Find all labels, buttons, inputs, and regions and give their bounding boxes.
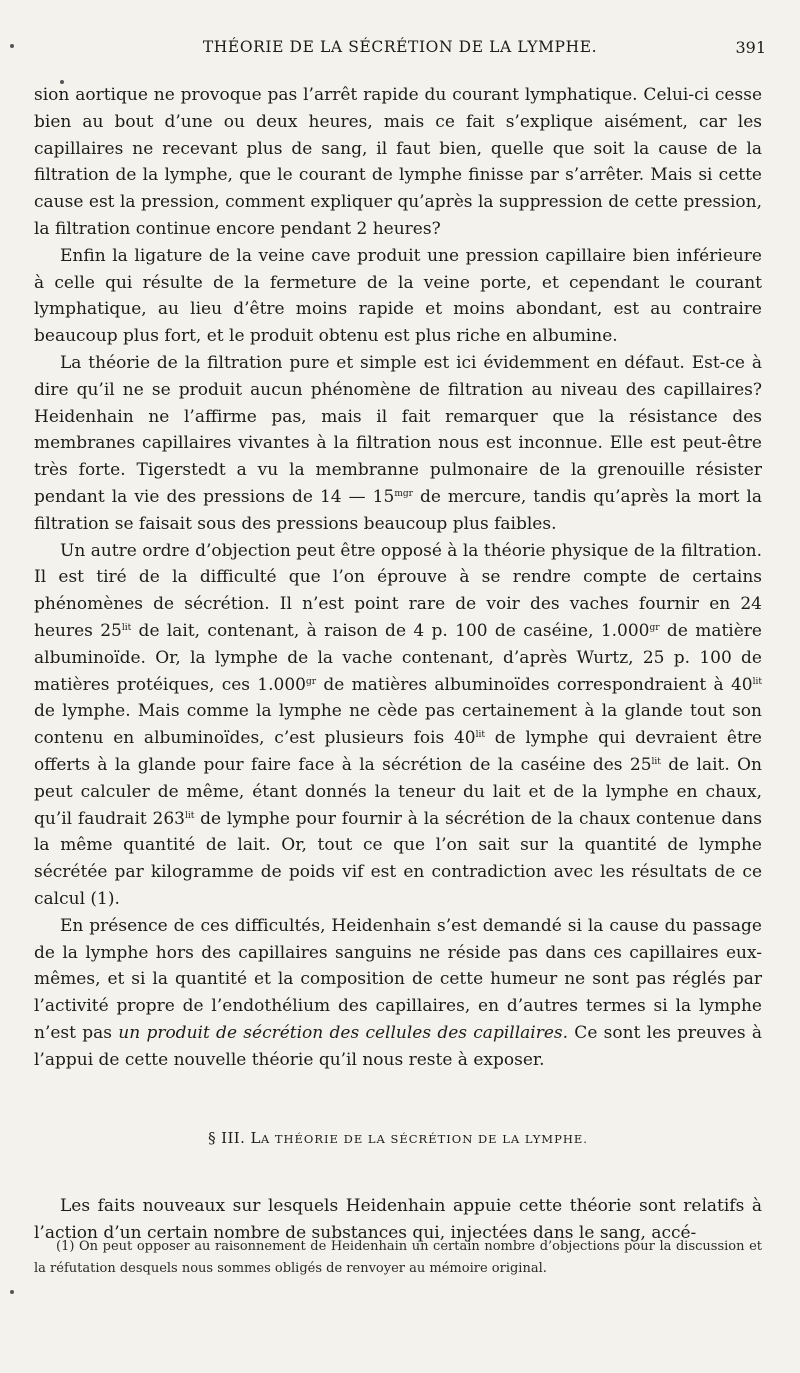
paragraph-5: En présence de ces difficultés, Heidenhain s’est demandé si la cause du passage de la lymphe hors des capillaires sanguins ne réside pas dans ces capillaires eux-mêmes, et si la quantité et la composition de cette humeur ne sont pas réglés par l’activité propre de l’endothélium des capillaires, en d’autres termes si la lymphe n’est pas un produit de sécrétion des cellules des capillaires. Ce sont les preuves à l’appui de cette nouvelle théorie qu’il nous reste à exposer. [34, 915, 762, 1070]
ink-speck [60, 80, 64, 84]
page-number: 391 [735, 38, 766, 57]
section-heading: § III. LA THÉORIE DE LA SÉCRÉTION DE LA LYMPHE. [208, 1129, 588, 1148]
footnote: (1) On peut opposer au raisonnement de Heidenhain un certain nombre d’objections pour la discussion et la réfutation desquels nous sommes obligés de renvoyer au mémoire original. [34, 1239, 762, 1276]
italic-phrase: un produit de sécrétion des cellules des capillaires. [118, 1022, 569, 1043]
running-title: THÉORIE DE LA SÉCRÉTION DE LA LYMPHE. [202, 38, 598, 56]
paragraph-6: Les faits nouveaux sur lesquels Heidenhain appuie cette théorie sont relatifs à l’action d’un certain nombre de substances qui, injectées dans le sang, accé- [34, 1196, 762, 1244]
page-header [0, 38, 800, 62]
ink-speck [10, 1290, 14, 1294]
paragraph-4: Un autre ordre d’objection peut être opposé à la théorie physique de la filtration. Il est tiré de la difficulté que l’on éprouve à se rendre compte de certains phénomènes de sécrétion. Il n’est point rare de voir des vaches fournir en 24 heures $25^{lit}$ de lait, contenant, à raison de 4 p. 100 de caséine, $1.000^{gr}$ de matière albuminoïde. Or, la lymphe de la vache contenant, d’après Wurtz, 25 p. 100 de matières protéiques, ces $1.000^{gr}$ de matières albuminoïdes correspondraient à $40^{lit}$ de lymphe. Mais comme la lymphe ne cède pas certainement à la glande tout son contenu en albuminoïdes, c’est plusieurs fois $40^{lit}$ de lymphe qui devraient être offerts à la glande pour faire face à la sécrétion de la caséine des $25^{lit}$ de lait. On peut calculer de même, étant donnés la teneur du lait et de la lymphe en chaux, qu’il faudrait $263^{lit}$ de lymphe pour fournir à la sécrétion de la chaux contenue dans la même quantité de lait. Or, tout ce que l’on sait sur la quantité de lymphe sécrétée par kilogramme de poids vif est en contradiction avec les résultats de ce calcul (1). [34, 540, 763, 909]
body-text [34, 82, 762, 1247]
unit-superscript: mgr [394, 488, 413, 499]
paragraph-1: sion aortique ne provoque pas l’arrêt rapide du courant lymphatique. Celui-ci cesse bien au bout d’une ou deux heures, mais ce fait s’explique aisément, car les capillaires ne recevant plus de sang, il faut bien, quelle que soit la cause de la filtration de la lymphe, que le courant de lymphe finisse par s’arrêter. Mais si cette cause est la pression, comment expliquer qu’après la suppression de cette pression, la filtration continue encore pendant 2 heures? [34, 85, 762, 239]
ink-speck [10, 44, 14, 48]
paragraph-3: La théorie de la filtration pure et simple est ici évidemment en défaut. Est-ce à dire qu’il ne se produit aucun phénomène de filtration au niveau des capillaires? Heidenhain ne l’affirme pas, mais il fait remarquer que la résistance des membranes capillaires vivantes à la filtration nous est inconnue. Elle est peut-être très forte. Tigerstedt a vu la membranne pulmonaire de la grenouille résister pendant la vie des pressions de 14 — $15^{mgr}$ de mercure, tandis qu’après la mort la filtration se faisait sous des pressions beaucoup plus faibles. [34, 352, 762, 534]
paragraph-2: Enfin la ligature de la veine cave produit une pression capillaire bien inférieure à celle qui résulte de la fermeture de la veine porte, et cependant le courant lymphatique, au lieu d’être moins rapide et moins abondant, est au contraire beaucoup plus fort, et le produit obtenu est plus riche en albumine. [34, 245, 762, 347]
